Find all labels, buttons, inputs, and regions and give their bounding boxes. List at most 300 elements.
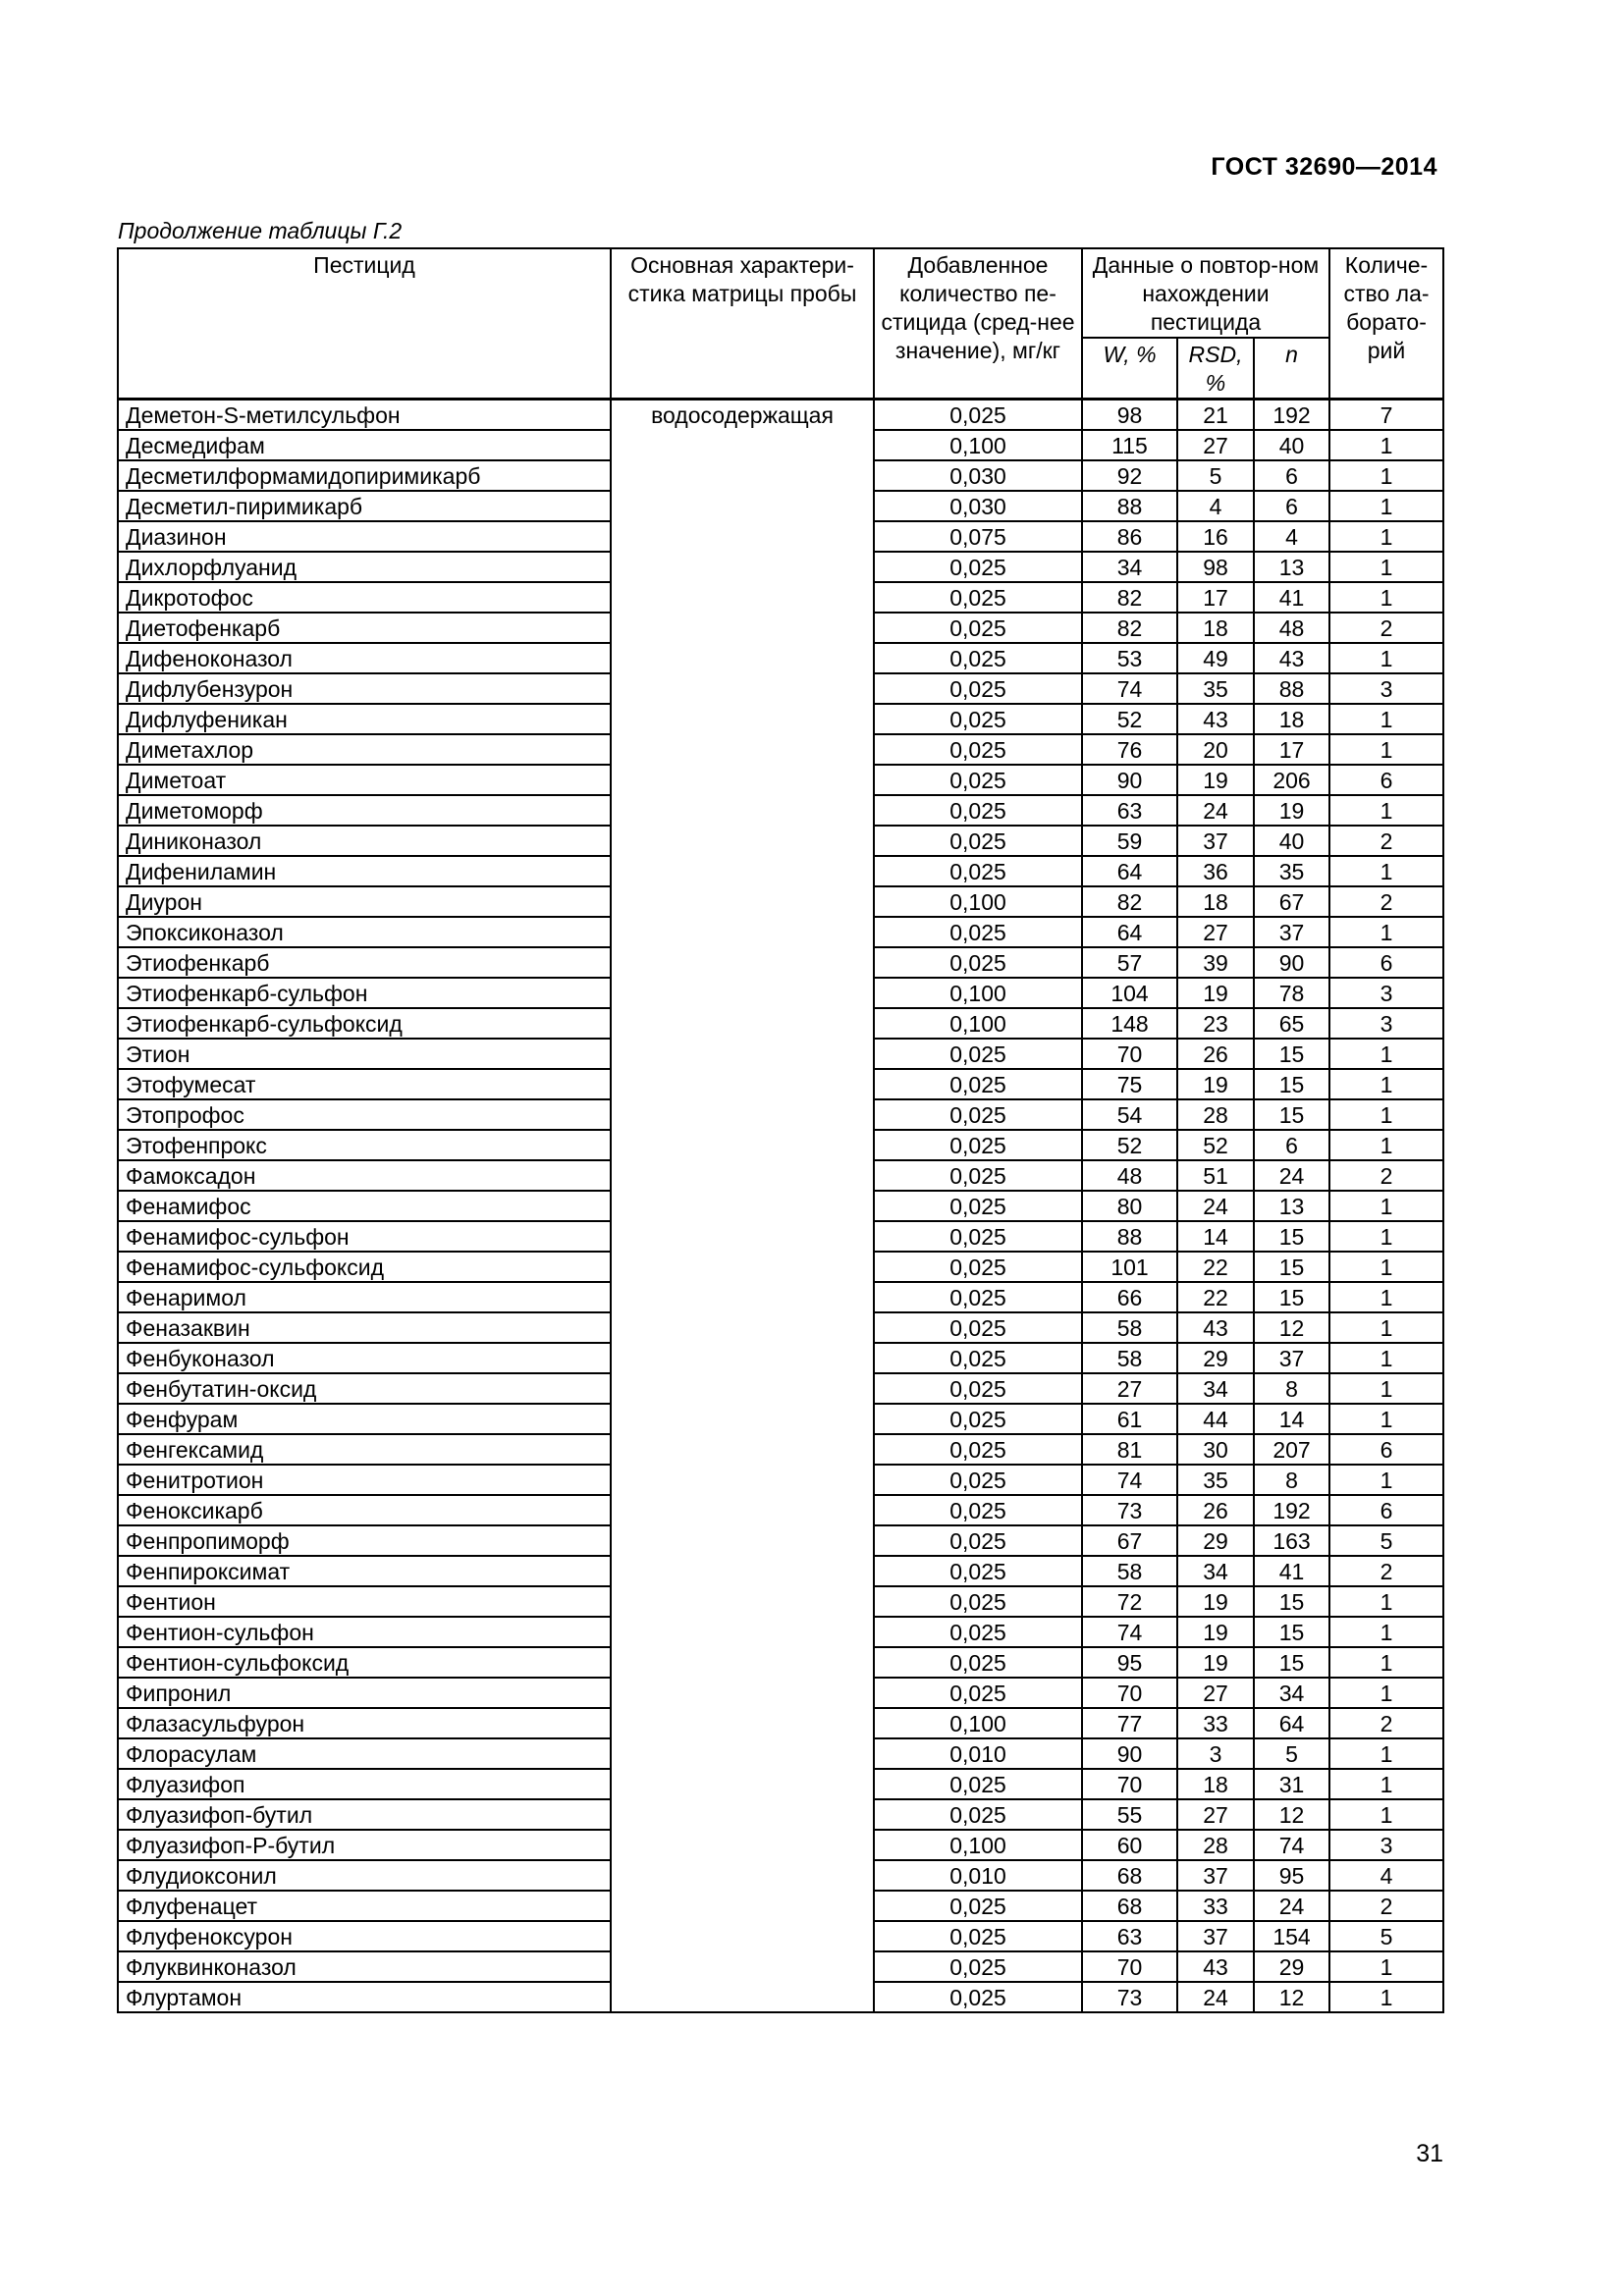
cell-w-percent: 48 xyxy=(1082,1160,1177,1191)
cell-added-amount: 0,025 xyxy=(874,1495,1082,1525)
cell-labs-count: 2 xyxy=(1329,1160,1443,1191)
cell-pesticide-name: Фентион-сульфоксид xyxy=(118,1647,611,1678)
cell-rsd-percent: 24 xyxy=(1177,1982,1254,2012)
cell-rsd-percent: 19 xyxy=(1177,1586,1254,1617)
cell-pesticide-name: Дифеноконазол xyxy=(118,643,611,673)
cell-rsd-percent: 22 xyxy=(1177,1252,1254,1282)
cell-added-amount: 0,100 xyxy=(874,886,1082,917)
cell-rsd-percent: 5 xyxy=(1177,460,1254,491)
cell-labs-count: 1 xyxy=(1329,1221,1443,1252)
cell-rsd-percent: 27 xyxy=(1177,1799,1254,1830)
cell-rsd-percent: 29 xyxy=(1177,1343,1254,1373)
cell-w-percent: 88 xyxy=(1082,1221,1177,1252)
cell-n: 95 xyxy=(1254,1860,1329,1891)
cell-labs-count: 1 xyxy=(1329,1769,1443,1799)
cell-w-percent: 76 xyxy=(1082,734,1177,765)
cell-w-percent: 54 xyxy=(1082,1099,1177,1130)
cell-n: 4 xyxy=(1254,521,1329,552)
cell-n: 163 xyxy=(1254,1525,1329,1556)
cell-pesticide-name: Флуфенацет xyxy=(118,1891,611,1921)
cell-labs-count: 1 xyxy=(1329,795,1443,826)
cell-w-percent: 52 xyxy=(1082,1130,1177,1160)
cell-n: 12 xyxy=(1254,1799,1329,1830)
cell-w-percent: 82 xyxy=(1082,886,1177,917)
cell-pesticide-name: Этофумесат xyxy=(118,1069,611,1099)
cell-added-amount: 0,025 xyxy=(874,1921,1082,1951)
cell-pesticide-name: Фенитротион xyxy=(118,1465,611,1495)
cell-w-percent: 57 xyxy=(1082,947,1177,978)
cell-rsd-percent: 24 xyxy=(1177,1191,1254,1221)
cell-pesticide-name: Флуазифоп-бутил xyxy=(118,1799,611,1830)
cell-w-percent: 70 xyxy=(1082,1951,1177,1982)
cell-w-percent: 86 xyxy=(1082,521,1177,552)
cell-n: 15 xyxy=(1254,1039,1329,1069)
cell-n: 31 xyxy=(1254,1769,1329,1799)
cell-n: 15 xyxy=(1254,1586,1329,1617)
cell-added-amount: 0,025 xyxy=(874,826,1082,856)
cell-w-percent: 70 xyxy=(1082,1678,1177,1708)
cell-added-amount: 0,025 xyxy=(874,1404,1082,1434)
cell-n: 67 xyxy=(1254,886,1329,917)
cell-rsd-percent: 44 xyxy=(1177,1404,1254,1434)
cell-rsd-percent: 23 xyxy=(1177,1008,1254,1039)
cell-added-amount: 0,025 xyxy=(874,1343,1082,1373)
cell-pesticide-name: Фенамифос xyxy=(118,1191,611,1221)
cell-added-amount: 0,030 xyxy=(874,491,1082,521)
cell-rsd-percent: 20 xyxy=(1177,734,1254,765)
cell-n: 15 xyxy=(1254,1099,1329,1130)
cell-rsd-percent: 30 xyxy=(1177,1434,1254,1465)
cell-pesticide-name: Диниконазол xyxy=(118,826,611,856)
cell-labs-count: 1 xyxy=(1329,643,1443,673)
cell-pesticide-name: Фентион-сульфон xyxy=(118,1617,611,1647)
cell-w-percent: 64 xyxy=(1082,856,1177,886)
cell-labs-count: 1 xyxy=(1329,1130,1443,1160)
cell-labs-count: 2 xyxy=(1329,1891,1443,1921)
cell-n: 65 xyxy=(1254,1008,1329,1039)
cell-pesticide-name: Диметоморф xyxy=(118,795,611,826)
cell-added-amount: 0,025 xyxy=(874,947,1082,978)
cell-labs-count: 1 xyxy=(1329,552,1443,582)
cell-added-amount: 0,025 xyxy=(874,1617,1082,1647)
header-labs-count: Количе-ство ла-борато-рий xyxy=(1329,248,1443,400)
cell-n: 6 xyxy=(1254,1130,1329,1160)
cell-pesticide-name: Фамоксадон xyxy=(118,1160,611,1191)
cell-pesticide-name: Флорасулам xyxy=(118,1738,611,1769)
cell-rsd-percent: 43 xyxy=(1177,704,1254,734)
cell-added-amount: 0,025 xyxy=(874,1191,1082,1221)
cell-rsd-percent: 49 xyxy=(1177,643,1254,673)
cell-pesticide-name: Десмедифам xyxy=(118,430,611,460)
cell-rsd-percent: 28 xyxy=(1177,1830,1254,1860)
cell-labs-count: 6 xyxy=(1329,947,1443,978)
cell-labs-count: 3 xyxy=(1329,1008,1443,1039)
cell-n: 41 xyxy=(1254,1556,1329,1586)
cell-rsd-percent: 19 xyxy=(1177,1069,1254,1099)
cell-pesticide-name: Фенбутатин-оксид xyxy=(118,1373,611,1404)
cell-labs-count: 1 xyxy=(1329,1191,1443,1221)
cell-pesticide-name: Флудиоксонил xyxy=(118,1860,611,1891)
cell-labs-count: 1 xyxy=(1329,917,1443,947)
cell-labs-count: 1 xyxy=(1329,856,1443,886)
cell-rsd-percent: 39 xyxy=(1177,947,1254,978)
cell-labs-count: 1 xyxy=(1329,1465,1443,1495)
cell-rsd-percent: 43 xyxy=(1177,1312,1254,1343)
cell-added-amount: 0,100 xyxy=(874,978,1082,1008)
cell-added-amount: 0,025 xyxy=(874,1647,1082,1678)
cell-n: 37 xyxy=(1254,1343,1329,1373)
cell-pesticide-name: Эпоксиконазол xyxy=(118,917,611,947)
cell-n: 41 xyxy=(1254,582,1329,613)
cell-added-amount: 0,025 xyxy=(874,734,1082,765)
cell-pesticide-name: Дифениламин xyxy=(118,856,611,886)
cell-added-amount: 0,100 xyxy=(874,1708,1082,1738)
cell-labs-count: 1 xyxy=(1329,1252,1443,1282)
cell-rsd-percent: 19 xyxy=(1177,1647,1254,1678)
cell-pesticide-name: Этиофенкарб xyxy=(118,947,611,978)
cell-added-amount: 0,030 xyxy=(874,460,1082,491)
cell-added-amount: 0,025 xyxy=(874,1130,1082,1160)
cell-rsd-percent: 51 xyxy=(1177,1160,1254,1191)
cell-pesticide-name: Флуфеноксурон xyxy=(118,1921,611,1951)
cell-added-amount: 0,025 xyxy=(874,1678,1082,1708)
cell-n: 192 xyxy=(1254,1495,1329,1525)
cell-labs-count: 2 xyxy=(1329,613,1443,643)
cell-added-amount: 0,025 xyxy=(874,795,1082,826)
cell-added-amount: 0,025 xyxy=(874,1069,1082,1099)
cell-w-percent: 58 xyxy=(1082,1312,1177,1343)
cell-matrix-characteristic: водосодержащая xyxy=(611,400,874,2013)
cell-pesticide-name: Дихлорфлуанид xyxy=(118,552,611,582)
cell-rsd-percent: 21 xyxy=(1177,400,1254,431)
cell-labs-count: 6 xyxy=(1329,1495,1443,1525)
cell-n: 13 xyxy=(1254,552,1329,582)
cell-n: 15 xyxy=(1254,1647,1329,1678)
cell-added-amount: 0,025 xyxy=(874,1099,1082,1130)
cell-labs-count: 1 xyxy=(1329,1404,1443,1434)
cell-pesticide-name: Фенаримол xyxy=(118,1282,611,1312)
cell-labs-count: 1 xyxy=(1329,1039,1443,1069)
cell-pesticide-name: Флазасульфурон xyxy=(118,1708,611,1738)
cell-n: 64 xyxy=(1254,1708,1329,1738)
cell-labs-count: 1 xyxy=(1329,1982,1443,2012)
cell-added-amount: 0,025 xyxy=(874,917,1082,947)
cell-n: 35 xyxy=(1254,856,1329,886)
cell-pesticide-name: Флуквинконазол xyxy=(118,1951,611,1982)
cell-n: 40 xyxy=(1254,826,1329,856)
table-row xyxy=(118,400,1443,431)
cell-labs-count: 1 xyxy=(1329,1312,1443,1343)
cell-n: 90 xyxy=(1254,947,1329,978)
cell-added-amount: 0,100 xyxy=(874,430,1082,460)
cell-rsd-percent: 34 xyxy=(1177,1373,1254,1404)
cell-rsd-percent: 98 xyxy=(1177,552,1254,582)
cell-rsd-percent: 43 xyxy=(1177,1951,1254,1982)
cell-pesticide-name: Деметон-S-метилсульфон xyxy=(118,400,611,431)
cell-added-amount: 0,075 xyxy=(874,521,1082,552)
cell-n: 24 xyxy=(1254,1160,1329,1191)
cell-pesticide-name: Флуазифоп-Р-бутил xyxy=(118,1830,611,1860)
cell-rsd-percent: 33 xyxy=(1177,1891,1254,1921)
document-standard-header: ГОСТ 32690—2014 xyxy=(1211,153,1437,181)
cell-pesticide-name: Диетофенкарб xyxy=(118,613,611,643)
cell-rsd-percent: 3 xyxy=(1177,1738,1254,1769)
cell-labs-count: 1 xyxy=(1329,1738,1443,1769)
cell-w-percent: 63 xyxy=(1082,795,1177,826)
page-number: 31 xyxy=(1416,2140,1443,2167)
cell-w-percent: 63 xyxy=(1082,1921,1177,1951)
cell-w-percent: 68 xyxy=(1082,1860,1177,1891)
cell-w-percent: 80 xyxy=(1082,1191,1177,1221)
cell-added-amount: 0,025 xyxy=(874,1951,1082,1982)
cell-n: 34 xyxy=(1254,1678,1329,1708)
cell-w-percent: 59 xyxy=(1082,826,1177,856)
cell-w-percent: 68 xyxy=(1082,1891,1177,1921)
cell-added-amount: 0,010 xyxy=(874,1738,1082,1769)
cell-labs-count: 1 xyxy=(1329,430,1443,460)
header-matrix: Основная характери-стика матрицы пробы xyxy=(611,248,874,400)
cell-w-percent: 60 xyxy=(1082,1830,1177,1860)
header-rsd-percent: RSD, % xyxy=(1177,338,1254,400)
cell-pesticide-name: Фентион xyxy=(118,1586,611,1617)
cell-pesticide-name: Феназаквин xyxy=(118,1312,611,1343)
cell-w-percent: 67 xyxy=(1082,1525,1177,1556)
cell-added-amount: 0,025 xyxy=(874,400,1082,431)
cell-rsd-percent: 35 xyxy=(1177,673,1254,704)
cell-pesticide-name: Дифлубензурон xyxy=(118,673,611,704)
cell-added-amount: 0,025 xyxy=(874,1252,1082,1282)
cell-rsd-percent: 35 xyxy=(1177,1465,1254,1495)
table-header xyxy=(118,248,1443,400)
cell-labs-count: 1 xyxy=(1329,1799,1443,1830)
cell-rsd-percent: 28 xyxy=(1177,1099,1254,1130)
cell-w-percent: 70 xyxy=(1082,1769,1177,1799)
cell-labs-count: 1 xyxy=(1329,521,1443,552)
cell-added-amount: 0,010 xyxy=(874,1860,1082,1891)
cell-added-amount: 0,025 xyxy=(874,1982,1082,2012)
cell-pesticide-name: Фенбуконазол xyxy=(118,1343,611,1373)
cell-w-percent: 73 xyxy=(1082,1982,1177,2012)
cell-pesticide-name: Фенамифос-сульфоксид xyxy=(118,1252,611,1282)
cell-added-amount: 0,025 xyxy=(874,582,1082,613)
cell-labs-count: 5 xyxy=(1329,1921,1443,1951)
cell-w-percent: 95 xyxy=(1082,1647,1177,1678)
cell-w-percent: 55 xyxy=(1082,1799,1177,1830)
cell-pesticide-name: Флуазифоп xyxy=(118,1769,611,1799)
cell-rsd-percent: 37 xyxy=(1177,1921,1254,1951)
cell-n: 74 xyxy=(1254,1830,1329,1860)
cell-added-amount: 0,025 xyxy=(874,704,1082,734)
cell-n: 8 xyxy=(1254,1373,1329,1404)
cell-n: 37 xyxy=(1254,917,1329,947)
cell-labs-count: 7 xyxy=(1329,400,1443,431)
cell-n: 5 xyxy=(1254,1738,1329,1769)
cell-added-amount: 0,100 xyxy=(874,1830,1082,1860)
cell-added-amount: 0,025 xyxy=(874,1373,1082,1404)
cell-added-amount: 0,025 xyxy=(874,552,1082,582)
header-pesticide: Пестицид xyxy=(118,248,611,400)
cell-added-amount: 0,025 xyxy=(874,1586,1082,1617)
cell-labs-count: 3 xyxy=(1329,978,1443,1008)
cell-n: 40 xyxy=(1254,430,1329,460)
cell-labs-count: 1 xyxy=(1329,1617,1443,1647)
cell-rsd-percent: 52 xyxy=(1177,1130,1254,1160)
cell-w-percent: 77 xyxy=(1082,1708,1177,1738)
header-w-percent: W, % xyxy=(1082,338,1177,400)
cell-w-percent: 101 xyxy=(1082,1252,1177,1282)
cell-labs-count: 2 xyxy=(1329,826,1443,856)
cell-w-percent: 81 xyxy=(1082,1434,1177,1465)
cell-added-amount: 0,025 xyxy=(874,765,1082,795)
cell-added-amount: 0,025 xyxy=(874,1282,1082,1312)
cell-n: 6 xyxy=(1254,460,1329,491)
cell-w-percent: 115 xyxy=(1082,430,1177,460)
cell-rsd-percent: 16 xyxy=(1177,521,1254,552)
cell-added-amount: 0,025 xyxy=(874,1525,1082,1556)
cell-w-percent: 74 xyxy=(1082,1465,1177,1495)
cell-w-percent: 90 xyxy=(1082,1738,1177,1769)
cell-rsd-percent: 19 xyxy=(1177,1617,1254,1647)
cell-rsd-percent: 18 xyxy=(1177,613,1254,643)
cell-added-amount: 0,025 xyxy=(874,1434,1082,1465)
cell-n: 15 xyxy=(1254,1252,1329,1282)
cell-pesticide-name: Диметахлор xyxy=(118,734,611,765)
cell-rsd-percent: 22 xyxy=(1177,1282,1254,1312)
cell-rsd-percent: 18 xyxy=(1177,886,1254,917)
cell-pesticide-name: Диазинон xyxy=(118,521,611,552)
cell-added-amount: 0,025 xyxy=(874,1160,1082,1191)
cell-n: 206 xyxy=(1254,765,1329,795)
cell-n: 15 xyxy=(1254,1221,1329,1252)
cell-pesticide-name: Десметил-пиримикарб xyxy=(118,491,611,521)
cell-w-percent: 58 xyxy=(1082,1343,1177,1373)
cell-pesticide-name: Диурон xyxy=(118,886,611,917)
cell-w-percent: 52 xyxy=(1082,704,1177,734)
cell-n: 12 xyxy=(1254,1312,1329,1343)
cell-n: 6 xyxy=(1254,491,1329,521)
cell-rsd-percent: 19 xyxy=(1177,978,1254,1008)
cell-labs-count: 6 xyxy=(1329,765,1443,795)
cell-labs-count: 1 xyxy=(1329,582,1443,613)
cell-added-amount: 0,025 xyxy=(874,673,1082,704)
cell-added-amount: 0,025 xyxy=(874,856,1082,886)
cell-rsd-percent: 26 xyxy=(1177,1495,1254,1525)
cell-labs-count: 1 xyxy=(1329,734,1443,765)
cell-pesticide-name: Этопрофос xyxy=(118,1099,611,1130)
cell-pesticide-name: Фенгексамид xyxy=(118,1434,611,1465)
cell-rsd-percent: 37 xyxy=(1177,1860,1254,1891)
cell-labs-count: 1 xyxy=(1329,491,1443,521)
cell-w-percent: 27 xyxy=(1082,1373,1177,1404)
cell-pesticide-name: Фипронил xyxy=(118,1678,611,1708)
cell-w-percent: 74 xyxy=(1082,1617,1177,1647)
cell-labs-count: 1 xyxy=(1329,1343,1443,1373)
cell-added-amount: 0,025 xyxy=(874,1221,1082,1252)
cell-w-percent: 66 xyxy=(1082,1282,1177,1312)
cell-w-percent: 98 xyxy=(1082,400,1177,431)
cell-rsd-percent: 36 xyxy=(1177,856,1254,886)
cell-pesticide-name: Фенфурам xyxy=(118,1404,611,1434)
cell-pesticide-name: Фенамифос-сульфон xyxy=(118,1221,611,1252)
cell-n: 154 xyxy=(1254,1921,1329,1951)
cell-n: 43 xyxy=(1254,643,1329,673)
cell-w-percent: 61 xyxy=(1082,1404,1177,1434)
cell-added-amount: 0,025 xyxy=(874,1891,1082,1921)
cell-labs-count: 1 xyxy=(1329,460,1443,491)
cell-pesticide-name: Дикротофос xyxy=(118,582,611,613)
cell-w-percent: 70 xyxy=(1082,1039,1177,1069)
cell-w-percent: 34 xyxy=(1082,552,1177,582)
header-n: n xyxy=(1254,338,1329,400)
cell-labs-count: 1 xyxy=(1329,1282,1443,1312)
header-repeat-data: Данные о повтор-ном нахождении пестицида xyxy=(1082,248,1329,338)
cell-rsd-percent: 27 xyxy=(1177,1678,1254,1708)
cell-w-percent: 104 xyxy=(1082,978,1177,1008)
cell-labs-count: 3 xyxy=(1329,1830,1443,1860)
cell-rsd-percent: 14 xyxy=(1177,1221,1254,1252)
cell-labs-count: 1 xyxy=(1329,1951,1443,1982)
cell-labs-count: 4 xyxy=(1329,1860,1443,1891)
cell-labs-count: 1 xyxy=(1329,1373,1443,1404)
cell-added-amount: 0,025 xyxy=(874,1039,1082,1069)
cell-added-amount: 0,025 xyxy=(874,1312,1082,1343)
cell-n: 192 xyxy=(1254,400,1329,431)
cell-n: 15 xyxy=(1254,1069,1329,1099)
cell-rsd-percent: 18 xyxy=(1177,1769,1254,1799)
cell-rsd-percent: 19 xyxy=(1177,765,1254,795)
cell-n: 8 xyxy=(1254,1465,1329,1495)
cell-rsd-percent: 17 xyxy=(1177,582,1254,613)
cell-rsd-percent: 37 xyxy=(1177,826,1254,856)
cell-rsd-percent: 29 xyxy=(1177,1525,1254,1556)
cell-added-amount: 0,025 xyxy=(874,1769,1082,1799)
cell-added-amount: 0,025 xyxy=(874,613,1082,643)
cell-n: 24 xyxy=(1254,1891,1329,1921)
cell-pesticide-name: Фенпропиморф xyxy=(118,1525,611,1556)
cell-labs-count: 1 xyxy=(1329,1678,1443,1708)
cell-labs-count: 1 xyxy=(1329,1099,1443,1130)
header-added-amount: Добавленное количество пе-стицида (сред-нее значение), мг/кг xyxy=(874,248,1082,400)
cell-labs-count: 1 xyxy=(1329,1069,1443,1099)
cell-labs-count: 1 xyxy=(1329,704,1443,734)
cell-added-amount: 0,025 xyxy=(874,1556,1082,1586)
cell-added-amount: 0,100 xyxy=(874,1008,1082,1039)
cell-added-amount: 0,025 xyxy=(874,643,1082,673)
cell-rsd-percent: 4 xyxy=(1177,491,1254,521)
cell-w-percent: 75 xyxy=(1082,1069,1177,1099)
cell-n: 14 xyxy=(1254,1404,1329,1434)
cell-n: 88 xyxy=(1254,673,1329,704)
cell-pesticide-name: Десметилформамидопиримикарб xyxy=(118,460,611,491)
cell-labs-count: 6 xyxy=(1329,1434,1443,1465)
cell-w-percent: 73 xyxy=(1082,1495,1177,1525)
cell-pesticide-name: Этофенпрокс xyxy=(118,1130,611,1160)
table-body xyxy=(118,400,1443,2013)
table-caption: Продолжение таблицы Г.2 xyxy=(118,218,403,243)
cell-labs-count: 1 xyxy=(1329,1586,1443,1617)
cell-pesticide-name: Феноксикарб xyxy=(118,1495,611,1525)
cell-pesticide-name: Этион xyxy=(118,1039,611,1069)
cell-n: 18 xyxy=(1254,704,1329,734)
cell-n: 15 xyxy=(1254,1617,1329,1647)
cell-w-percent: 58 xyxy=(1082,1556,1177,1586)
cell-w-percent: 72 xyxy=(1082,1586,1177,1617)
cell-n: 48 xyxy=(1254,613,1329,643)
cell-n: 19 xyxy=(1254,795,1329,826)
cell-rsd-percent: 27 xyxy=(1177,430,1254,460)
cell-n: 29 xyxy=(1254,1951,1329,1982)
cell-labs-count: 2 xyxy=(1329,886,1443,917)
